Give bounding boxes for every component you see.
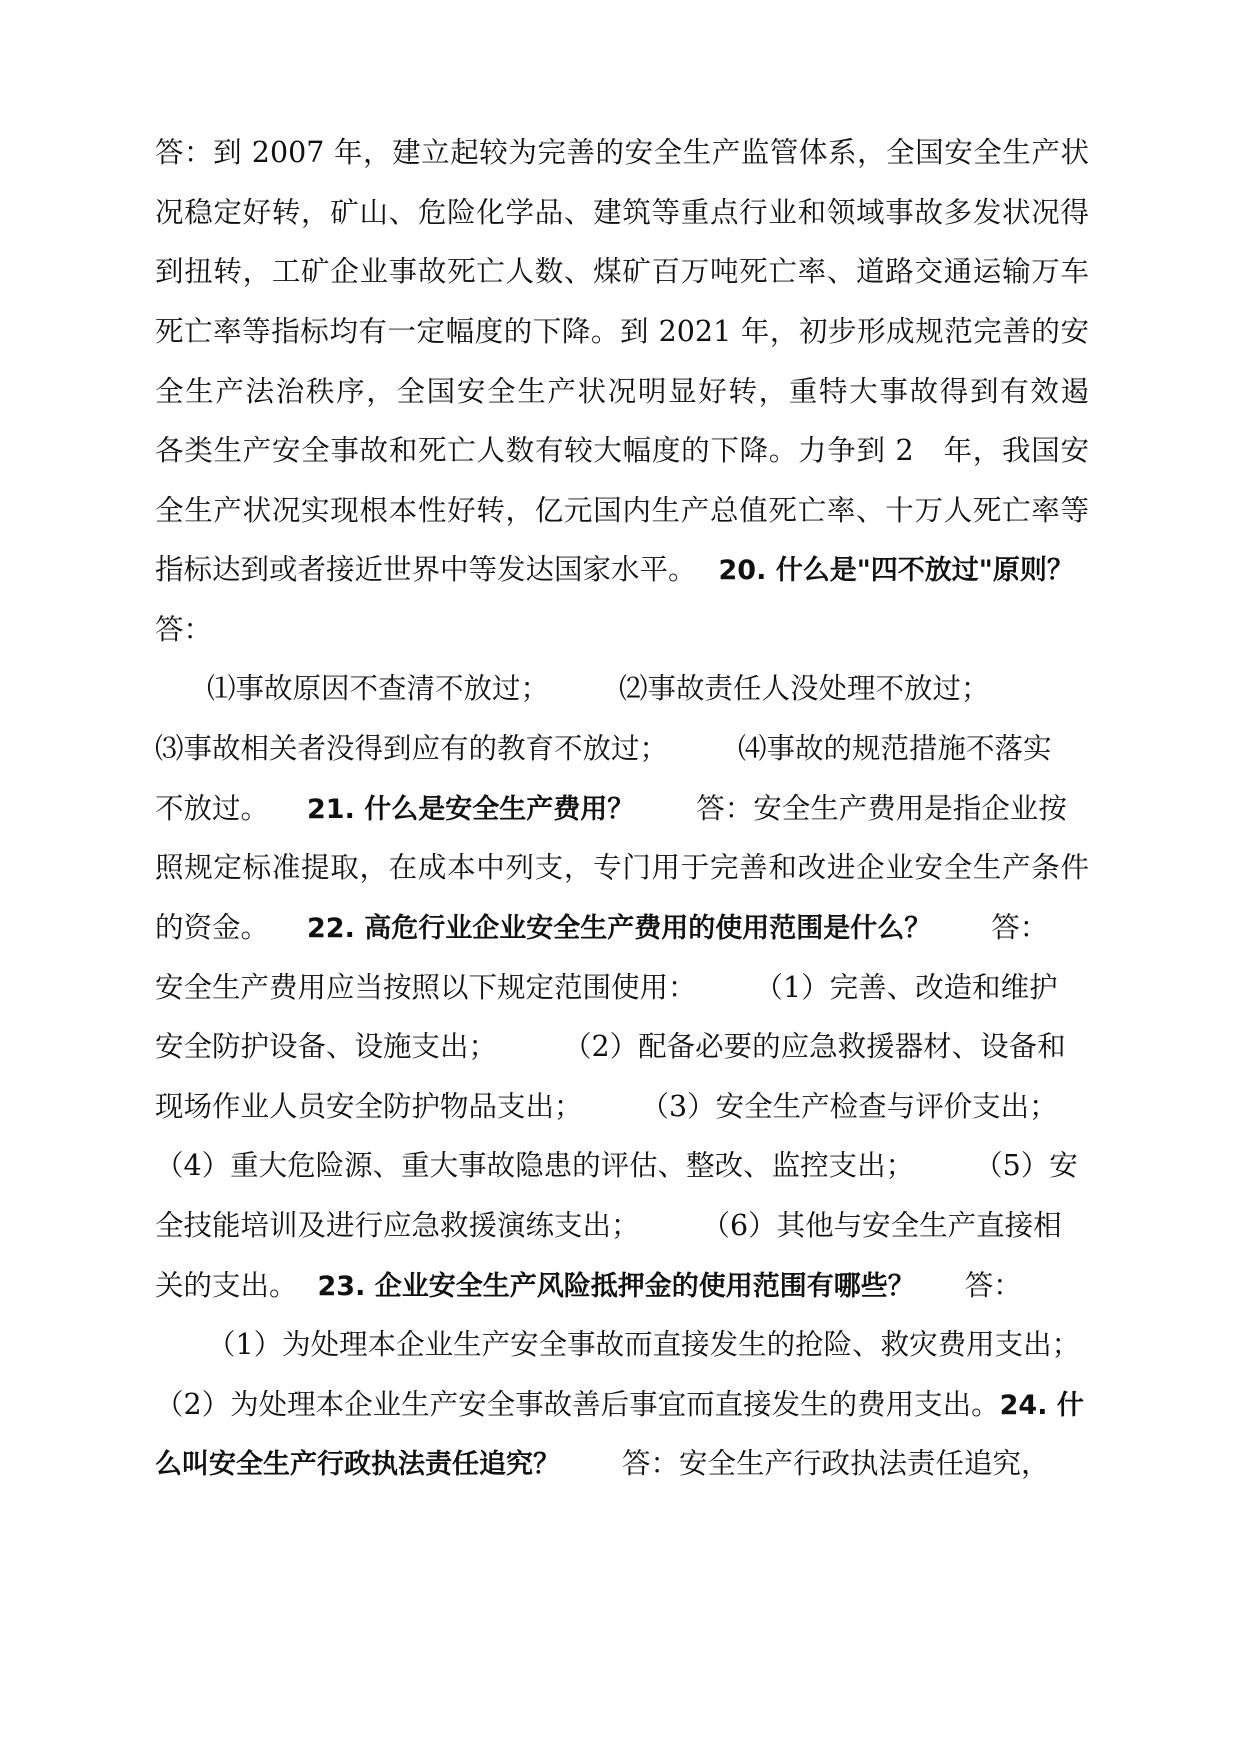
- text-segment: （3）安全生产检查与评价支出；: [640, 1090, 1058, 1123]
- text-line: [155, 1444, 1089, 1484]
- text-line: 死亡率等指标均有一定幅度的下降。到 2021 年，初步形成规范完善的安: [155, 315, 1089, 348]
- text-line: 各类生产安全事故和死亡人数有较大幅度的下降。力争到 2 年，我国安: [155, 434, 1089, 467]
- text-line: [155, 1087, 1089, 1127]
- text-line: [155, 729, 1089, 769]
- text-line: 答：到 2007 年，建立起较为完善的安全生产监管体系，全国安全生产状: [155, 136, 1089, 169]
- text-line: [155, 1325, 1089, 1365]
- text-line: [155, 1266, 1089, 1306]
- text-segment: 安全生产费用应当按照以下规定范围使用：: [155, 971, 697, 1004]
- question-heading: 22. 高危行业企业安全生产费用的使用范围是什么？: [307, 913, 932, 944]
- text-segment: 不放过。: [155, 792, 270, 825]
- text-segment: （1）完善、改造和维护: [754, 971, 1058, 1004]
- text-line: 照规定标准提取，在成本中列支，专门用于完善和改进企业安全生产条件: [155, 851, 1089, 884]
- text-segment: ⑷事故的规范措施不落实: [738, 732, 1052, 765]
- text-segment: 答：: [964, 1269, 1022, 1302]
- text-segment: 答：: [991, 911, 1049, 944]
- text-line: [155, 968, 1089, 1008]
- text-line: 全生产法治秩序，全国安全生产状况明显好转，重特大事故得到有效遏: [155, 375, 1089, 408]
- text-line: [155, 550, 1089, 590]
- text-segment: 的资金。: [155, 911, 270, 944]
- text-line: [155, 1027, 1089, 1067]
- text-segment: （1）为处理本企业生产安全事故而直接发生的抢险、救灾费用支出；: [207, 1328, 1081, 1361]
- text-segment: 答：安全生产费用是指企业按: [696, 792, 1067, 825]
- text-segment: （4）重大危险源、重大事故隐患的评估、整改、监控支出；: [155, 1149, 915, 1182]
- text-segment: （2）为处理本企业生产安全事故善后事宜而直接发生的费用支出。: [155, 1388, 1000, 1421]
- question-heading: 24. 什: [999, 1390, 1084, 1421]
- text-segment: ⑶事故相关者没得到应有的教育不放过；: [155, 732, 669, 765]
- text-segment: 答：安全生产行政执法责任追究，: [622, 1447, 1050, 1480]
- text-segment: 安全防护设备、设施支出；: [155, 1030, 498, 1063]
- text-segment: （6）其他与安全生产直接相: [701, 1209, 1062, 1242]
- text-line: [155, 1146, 1089, 1186]
- text-segment: （2）配备必要的应急救援器材、设备和: [563, 1030, 1066, 1063]
- text-segment: ⑵事故责任人没处理不放过；: [619, 672, 990, 705]
- text-line: 况稳定好转，矿山、危险化学品、建筑等重点行业和领域事故多发状况得: [155, 196, 1089, 229]
- text-segment: 现场作业人员安全防护物品支出；: [155, 1090, 583, 1123]
- text-line: [155, 789, 1089, 829]
- question-heading: 21. 什么是安全生产费用？: [307, 794, 635, 825]
- question-heading: 么叫安全生产行政执法责任追究？: [155, 1449, 560, 1480]
- text-segment: （5）安: [974, 1149, 1078, 1182]
- text-line: [155, 908, 1089, 948]
- text-line: 全生产状况实现根本性好转，亿元国内生产总值死亡率、十万人死亡率等: [155, 494, 1089, 527]
- text-line: [155, 1385, 1089, 1425]
- text-segment: 指标达到或者接近世界中等发达国家水平。: [155, 553, 697, 586]
- text-segment: ⑴事故原因不查清不放过；: [207, 672, 550, 705]
- text-line: [155, 1206, 1089, 1246]
- text-segment: 关的支出。: [155, 1269, 298, 1302]
- question-heading: 23. 企业安全生产风险抵押金的使用范围有哪些？: [317, 1271, 915, 1302]
- text-line: 到扭转，工矿企业事故死亡人数、煤矿百万吨死亡率、道路交通运输万车: [155, 255, 1089, 288]
- question-heading: 20. 什么是"四不放过"原则？: [718, 555, 1074, 586]
- text-segment: 全技能培训及进行应急救援演练支出；: [155, 1209, 640, 1242]
- text-line: 答：: [155, 613, 213, 646]
- text-line: [155, 669, 1089, 709]
